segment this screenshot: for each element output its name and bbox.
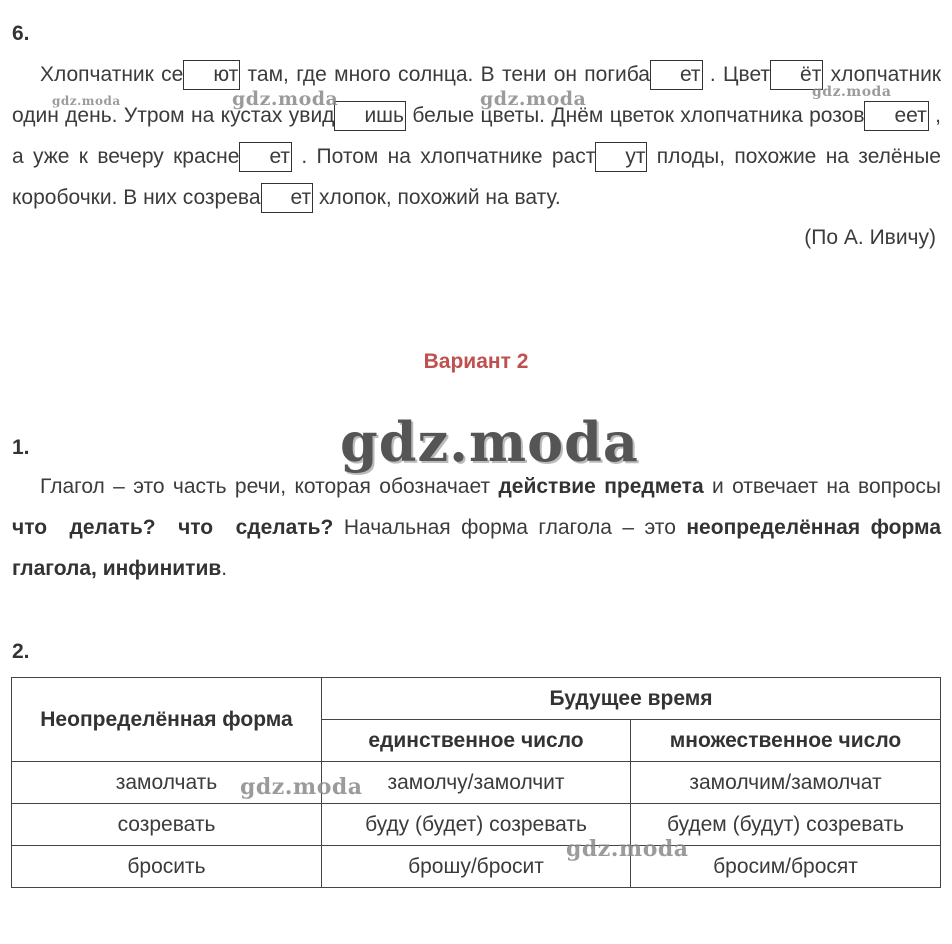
header-plural: множественное число — [631, 720, 941, 762]
cell-plural: замолчим/замолчат — [631, 762, 941, 804]
cell-plural: бросим/бросят — [631, 846, 941, 888]
watermark-logo: gdz.moda — [480, 88, 587, 110]
task-number-2: 2. — [12, 640, 30, 663]
text-fragment: . — [221, 557, 228, 580]
watermark-logo: gdz.moda — [812, 84, 892, 100]
ending-box: ет — [261, 183, 314, 213]
task-number-1: 1. — [12, 436, 30, 459]
watermark-logo: gdz.moda — [566, 836, 689, 862]
text-fragment: плоды, похожие на зелёные коробочки. В них созрева — [12, 145, 941, 209]
watermark-logo: gdz.moda — [52, 94, 121, 108]
text-source: (По А. Ивичу) — [804, 226, 936, 249]
table-row — [12, 846, 941, 888]
ending-box: ишь — [334, 101, 406, 131]
watermark-logo-large: gdz.moda — [340, 410, 639, 474]
cell-infinitive: замолчать — [12, 762, 322, 804]
text-fragment: белые цветы. Днём цветок хлопчатника розов — [405, 104, 865, 127]
ending-box: ут — [595, 142, 647, 172]
variant-heading: Вариант 2 — [423, 350, 529, 373]
text-fragment: . Потом на хлопчатнике раст — [292, 145, 596, 168]
ending-box: еет — [864, 101, 928, 131]
header-infinitive: Неопределённая форма — [12, 678, 322, 762]
text-fragment: и отвечает на вопросы — [703, 475, 941, 498]
text-fragment: хлопок, похожий на вату. — [313, 186, 561, 209]
ending-box: ёт — [770, 60, 823, 90]
table-row — [12, 762, 941, 804]
header-future-tense: Будущее время — [322, 678, 941, 720]
verb-forms-table — [11, 677, 941, 888]
task-1-text — [12, 466, 941, 589]
text-fragment: . Цвет — [702, 63, 771, 86]
header-singular: единственное число — [322, 720, 631, 762]
cell-infinitive: бросить — [12, 846, 322, 888]
bold-questions: что делать? что сделать? — [12, 516, 334, 539]
watermark-logo: gdz.moda — [240, 774, 363, 800]
watermark-logo: gdz.moda — [232, 88, 339, 110]
text-fragment: , а уже к вечеру красне — [12, 104, 941, 168]
ending-box: ют — [183, 60, 240, 90]
cell-singular: брошу/бросит — [322, 846, 631, 888]
cell-singular: буду (будет) созревать — [322, 804, 631, 846]
text-fragment: Начальная форма глагола – это — [333, 516, 687, 539]
bold-term: действие предмета — [498, 475, 704, 498]
text-fragment: Глагол – это часть речи, которая обозначает — [40, 475, 499, 498]
ending-box: ет — [650, 60, 703, 90]
text-fragment: хлопчатник один день. Утром на кустах увид — [12, 63, 941, 127]
bold-term: неопределённая форма глагола, инфинитив — [12, 516, 941, 580]
task-number-6: 6. — [12, 22, 30, 45]
cell-singular: замолчу/замолчит — [322, 762, 631, 804]
cell-infinitive: созревать — [12, 804, 322, 846]
table-row — [12, 804, 941, 846]
text-fragment: Хлопчатник се — [40, 63, 184, 86]
text-fragment: там, где много солнца. В тени он погиба — [240, 63, 650, 86]
ending-box: ет — [239, 142, 292, 172]
cell-plural: будем (будут) созревать — [631, 804, 941, 846]
task-6-text — [12, 54, 941, 218]
